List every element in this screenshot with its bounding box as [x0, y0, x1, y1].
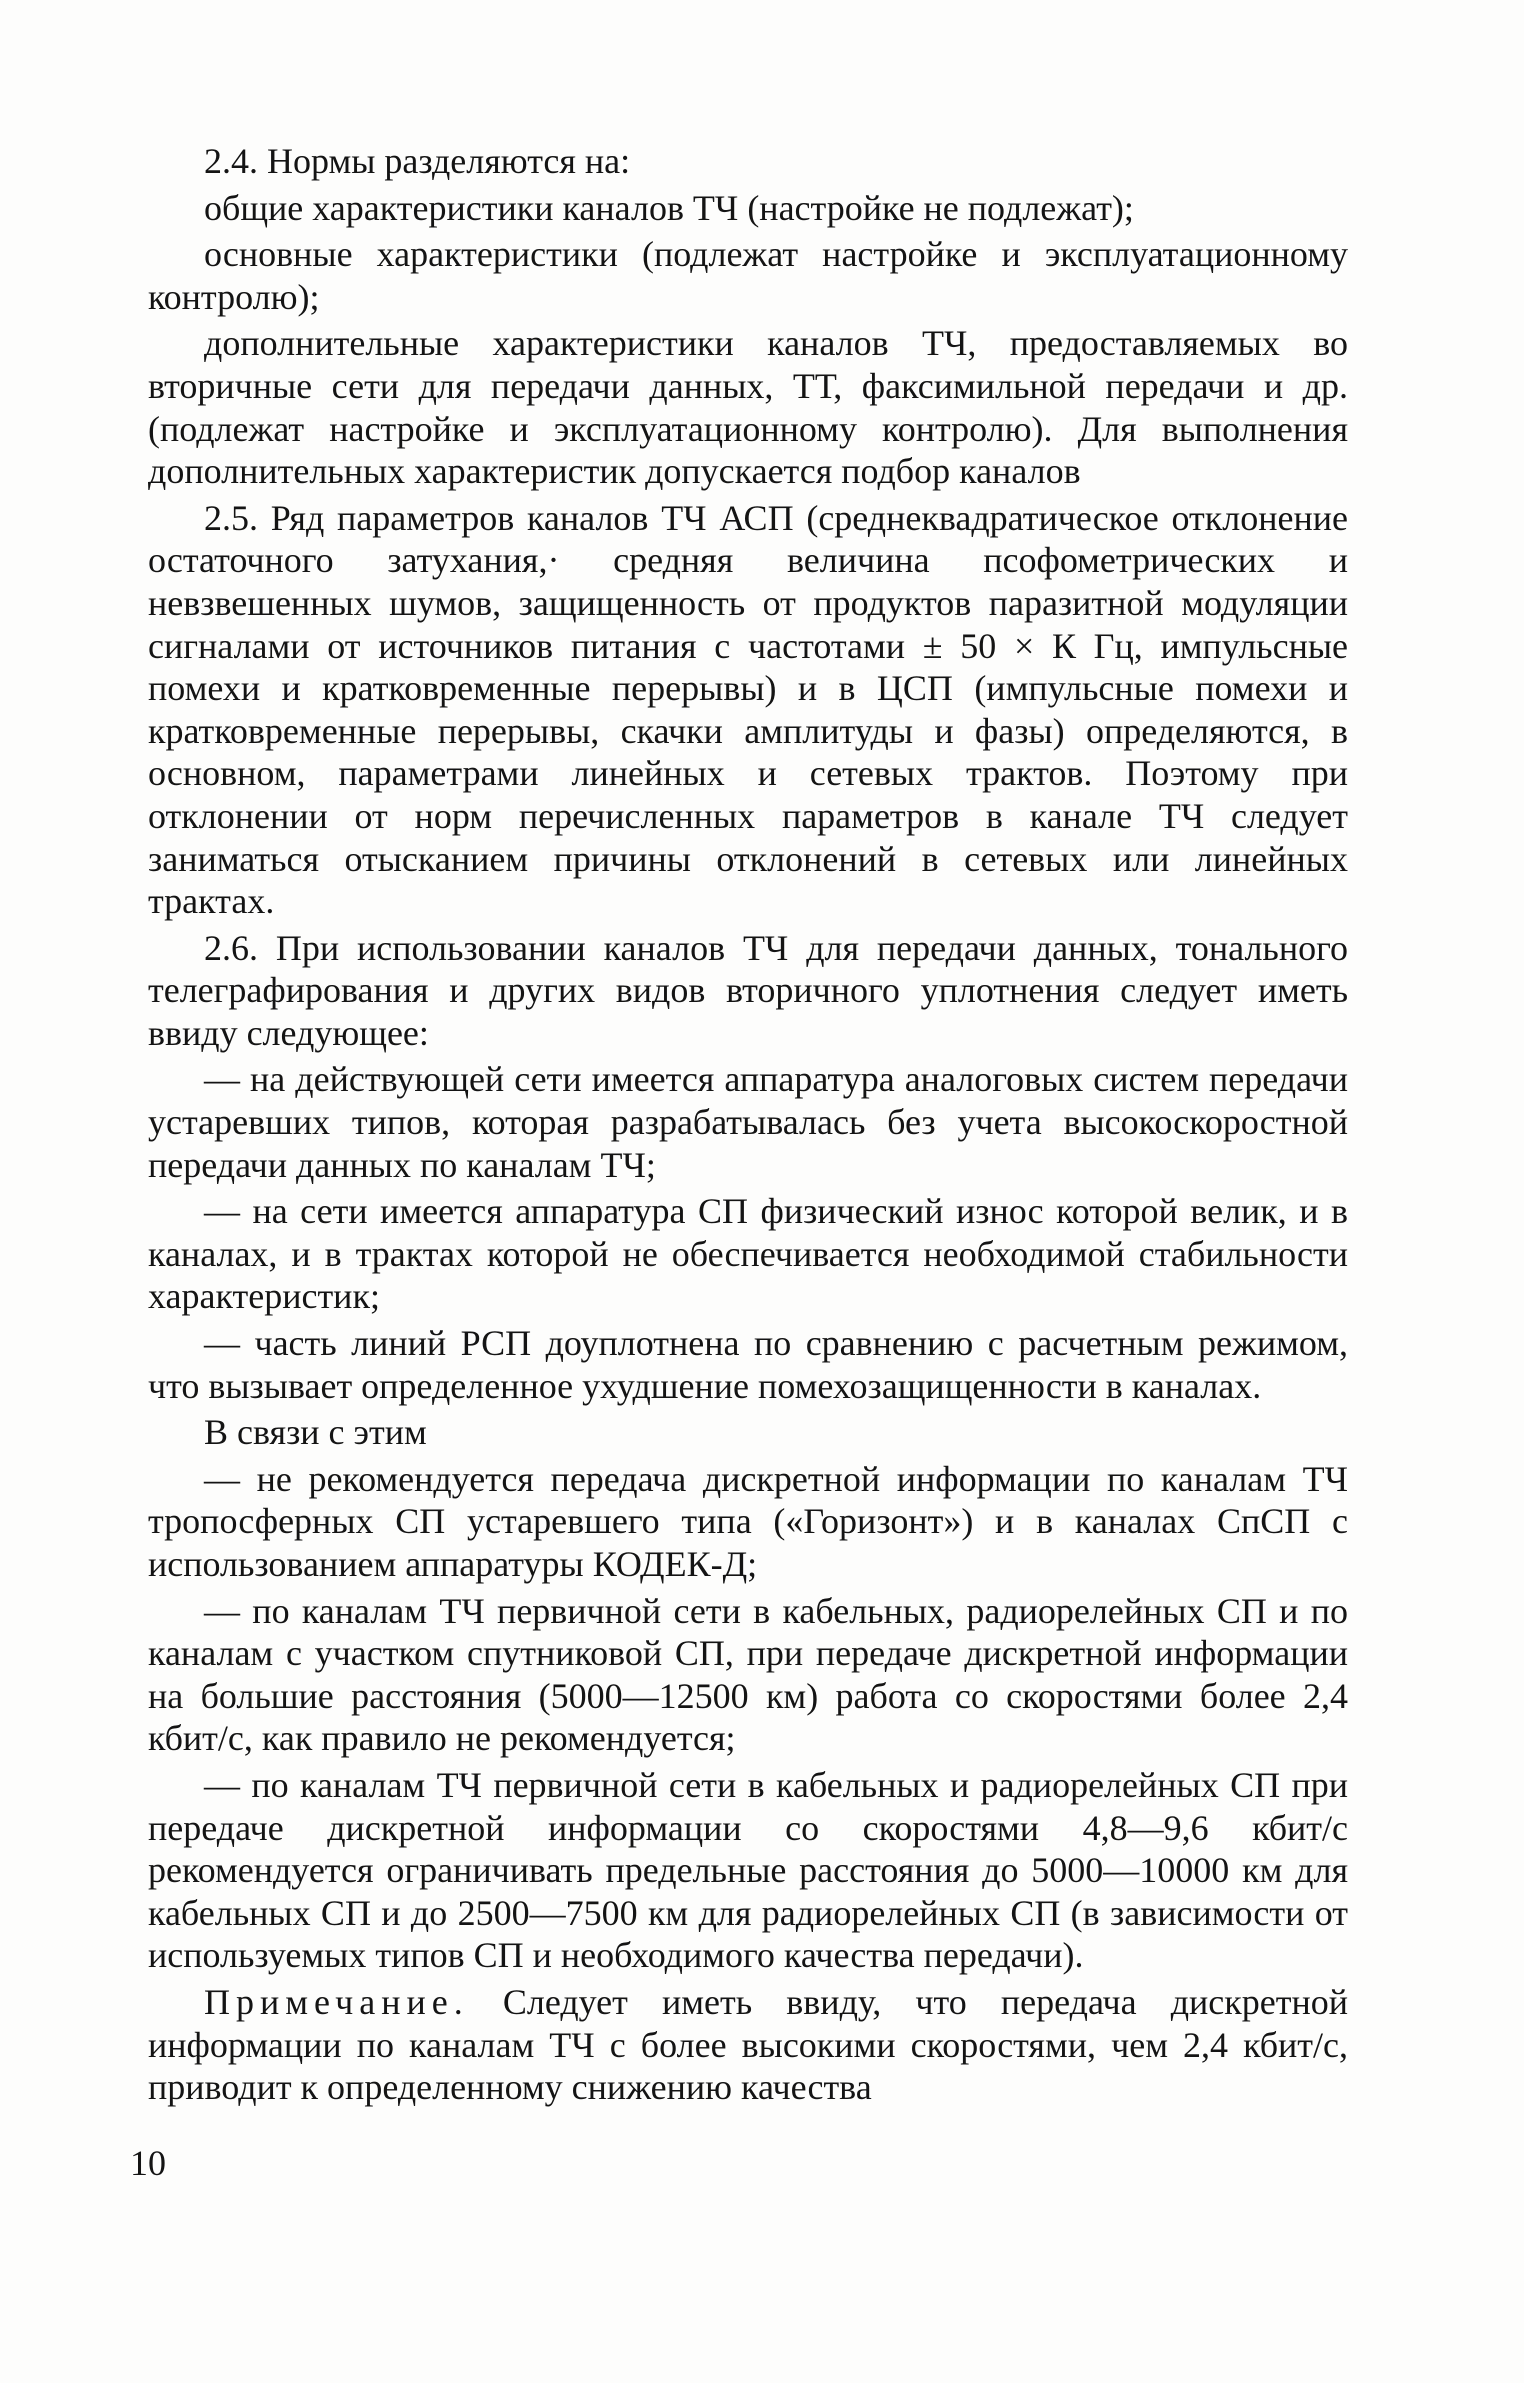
note-text: Следует иметь ввиду, что передача дискретной информации по каналам ТЧ с более высокими скоростями, чем 2,4 кбит/с, приводит к определенному снижению качества: [148, 1981, 1348, 2108]
note-paragraph: [148, 1981, 1348, 2109]
list-item-rsp-lines: — часть линий РСП доуплотнена по сравнению с расчетным режимом, что вызывает определенное ухудшение помехозащищенности в каналах.: [148, 1323, 1348, 1406]
paragraph-2-6: 2.6. При использовании каналов ТЧ для передачи данных, тонального телеграфирования и других видов вторичного уплотнения следует иметь ввиду следующее:: [148, 927, 1348, 1053]
list-item-worn-equipment: — на сети имеется аппаратура СП физический износ которой велик, и в каналах, и в трактах которой не обеспечивается необходимой стабильности характеристик;: [148, 1191, 1348, 1317]
paragraph-2-4: 2.4. Нормы разделяются на:: [204, 141, 631, 181]
note-label: Примечание.: [204, 1981, 469, 2022]
document-body: [148, 140, 1348, 2113]
paragraph-in-this-regard: В связи с этим: [204, 1412, 427, 1453]
paragraph-main-characteristics: основные характеристики (подлежат настройке и эксплуатационному контролю);: [148, 234, 1348, 317]
list-item-distance-limits: — по каналам ТЧ первичной сети в кабельных и радиорелейных СП при передаче дискретной информации со скоростями 4,8—9,6 кбит/с рекомендуется ограничивать предельные расстояния до 5000—10000 км для кабельных СП и до 2500—7500 км для радиорелейных СП (в зависимости от используемых типов СП и необходимого качества передачи).: [148, 1764, 1348, 1976]
paragraph-2-5: 2.5. Ряд параметров каналов ТЧ АСП (среднеквадратическое отклонение остаточного затухания,· средняя величина псофометрических и невзвешенных шумов, защищенность от продуктов паразитной модуляции сигналами от источников питания с частотами ± 50 × К Гц, импульсные помехи и кратковременные перерывы) и в ЦСП (импульсные помехи и кратковременные перерывы, скачки амплитуды и фазы) определяются, в основном, параметрами линейных и сетевых трактов. Поэтому при отклонении от норм перечисленных параметров в канале ТЧ следует заниматься отысканием причины отклонений в сетевых или линейных трактах.: [148, 497, 1348, 922]
page-number: 10: [130, 2143, 166, 2183]
list-item-not-recommended: — не рекомендуется передача дискретной информации по каналам ТЧ тропосферных СП устаревшего типа («Горизонт») и в каналах СпСП с использованием аппаратуры КОДЕК-Д;: [148, 1458, 1348, 1584]
paragraph-additional-characteristics: дополнительные характеристики каналов ТЧ, предоставляемых во вторичные сети для передачи данных, ТТ, факсимильной передачи и др. (подлежат настройке и эксплуатационному контролю). Для выполнения дополнительных характеристик допускается подбор каналов: [148, 323, 1348, 492]
list-item-long-distance: — по каналам ТЧ первичной сети в кабельных, радиорелейных СП и по каналам с участком спутниковой СП, при передаче дискретной информации на большие расстояния (5000—12500 км) работа со скоростями более 2,4 кбит/с, как правило не рекомендуется;: [148, 1590, 1348, 1759]
paragraph-general-characteristics: общие характеристики каналов ТЧ (настройке не подлежат);: [204, 187, 1134, 228]
list-item-outdated-equipment: — на действующей сети имеется аппаратура аналоговых систем передачи устаревших типов, которая разрабатывалась без учета высокоскоростной передачи данных по каналам ТЧ;: [148, 1059, 1348, 1185]
